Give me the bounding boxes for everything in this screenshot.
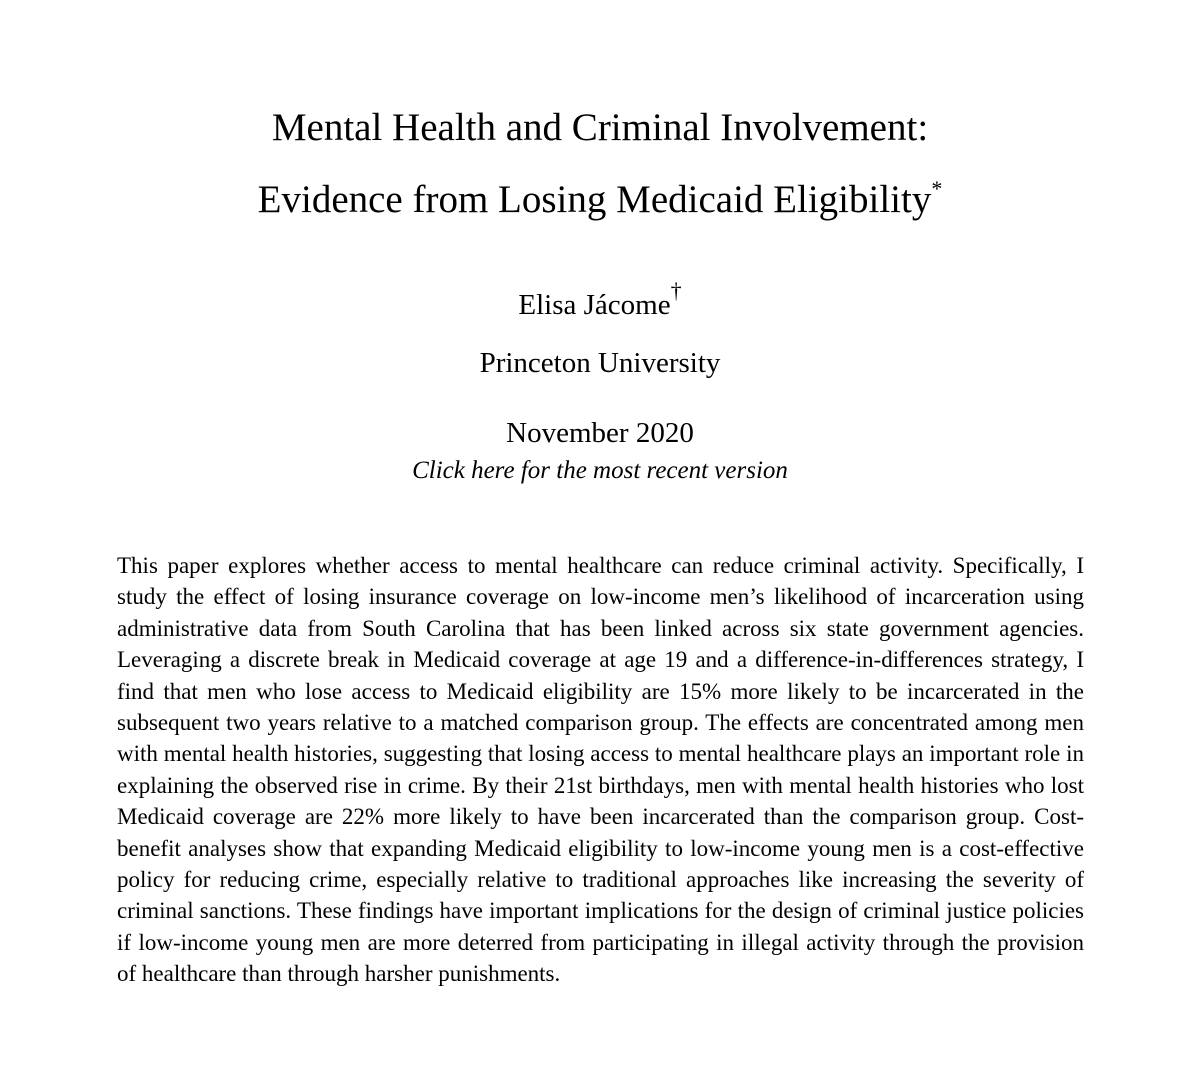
title-line-1 <box>0 92 1200 164</box>
recent-version-link[interactable]: Click here for the most recent version <box>412 457 788 484</box>
author-name: Elisa Jácome <box>518 289 671 321</box>
title-line-2-text: Evidence from Losing Medicaid Eligibility <box>257 178 932 221</box>
author-footnote-mark[interactable]: † <box>670 278 682 303</box>
title-line-1-text: Mental Health and Criminal Involvement: <box>271 106 929 149</box>
author-block <box>0 276 1200 392</box>
date-block <box>0 412 1200 488</box>
abstract-text: This paper explores whether access to mental healthcare can reduce criminal activity. Specifically, I study the effect of losing insurance coverage on low-income men’s likelihood of incarceration using administrative data from South Carolina that has been linked across six state government agencies. Leveraging a discrete break in Medicaid coverage at age 19 and a difference-in-differences strategy, I find that men who lose access to Medicaid eligibility are 15% more likely to be incarcerated in the subsequent two years relative to a matched comparison group. The effects are concentrated among men with mental health histories, suggesting that losing access to mental healthcare plays an important role in explaining the observed rise in crime. By their 21st birthdays, men with mental health histories who lost Medicaid coverage are 22% more likely to have been incarcerated than the comparison group. Cost-benefit analyses show that expanding Medicaid eligibility to low-income young men is a cost-effective policy for reducing crime, especially relative to traditional approaches like increasing the severity of criminal sanctions. These findings have important implications for the design of criminal justice policies if low-income young men are more deterred from participating in illegal activity through the provision of healthcare than through harsher punishments. <box>117 553 1084 987</box>
author-name-line <box>0 276 1200 334</box>
title-line-2 <box>0 164 1200 236</box>
author-affiliation: Princeton University <box>479 347 721 379</box>
publication-date: November 2020 <box>506 417 694 449</box>
title-footnote-mark[interactable]: * <box>931 176 943 201</box>
paper-title <box>0 92 1200 236</box>
